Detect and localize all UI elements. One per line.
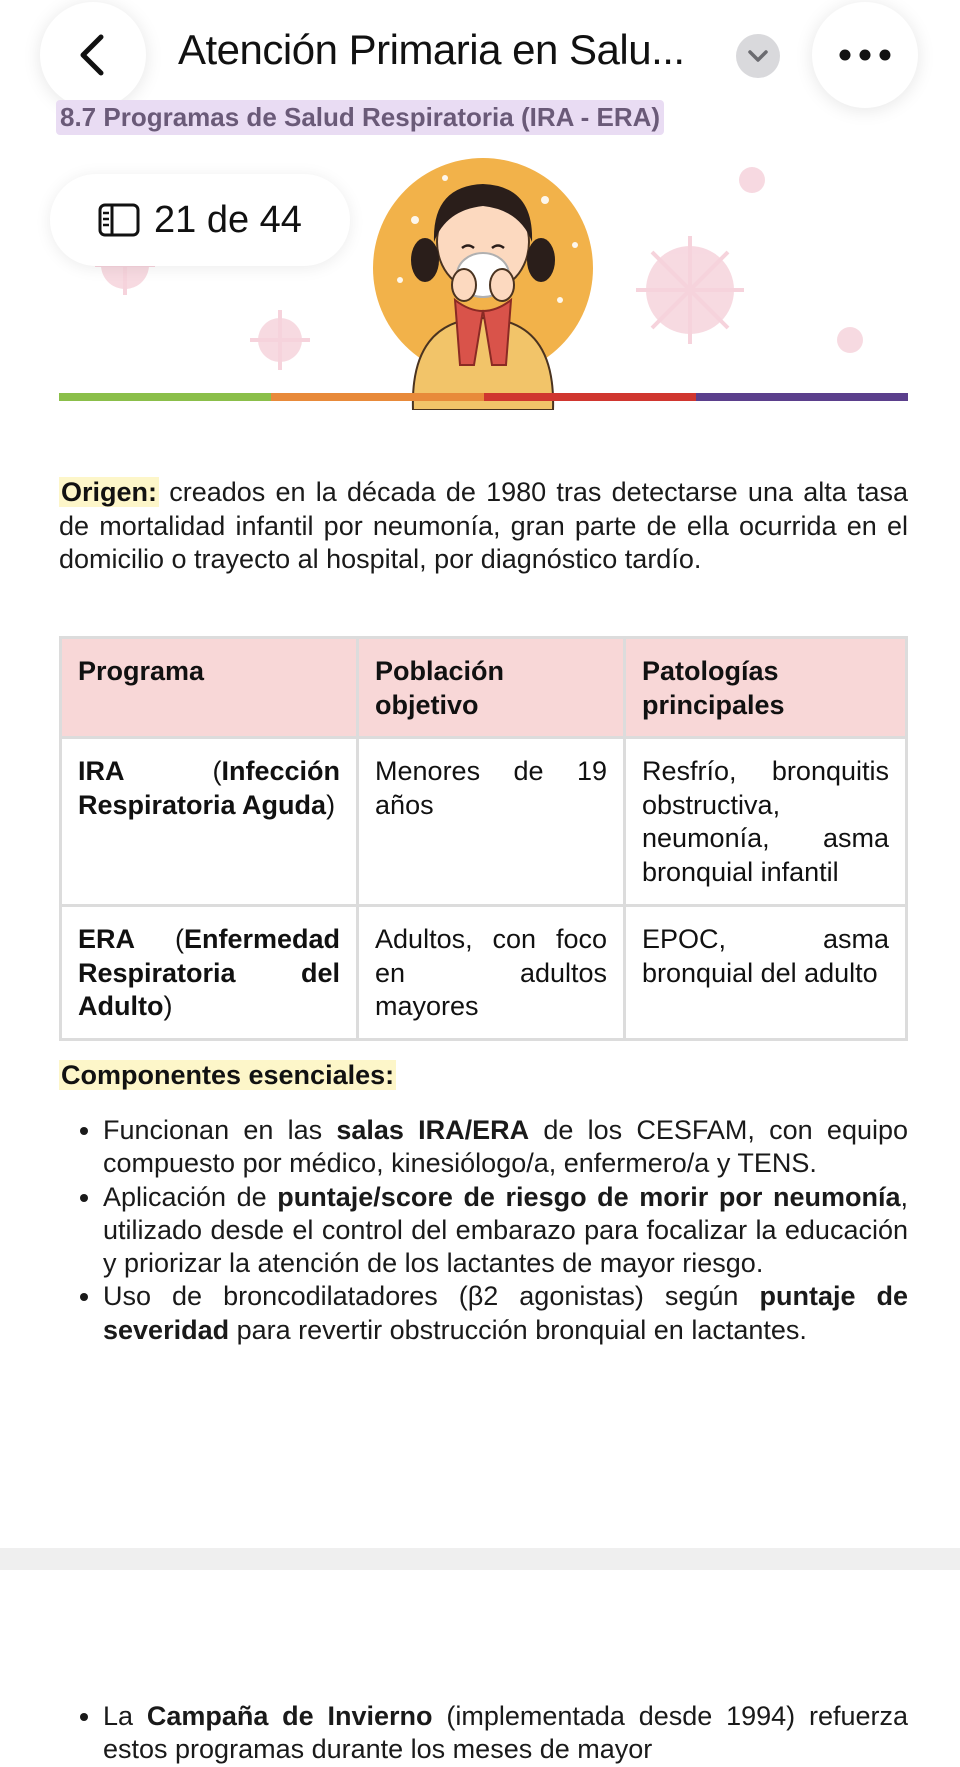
program-code: IRA (78, 756, 125, 786)
program-name: Enfermedad Respiratoria del Adulto (78, 924, 341, 1021)
list-item-bold: puntaje de severidad (103, 1281, 908, 1345)
list-item-text: (implementada desde 1994) refuerza estos programas durante los meses de mayor (103, 1701, 908, 1765)
back-button[interactable] (40, 2, 146, 108)
color-bar-segment (59, 393, 271, 401)
pathologies-cell: Resfrío, bronquitis obstructiva, neumonía, asma bronquial infantil (625, 738, 907, 906)
program-cell (61, 738, 358, 906)
page-counter-label: 21 de 44 (154, 198, 302, 241)
color-divider-bar (59, 393, 908, 401)
page-counter-pill[interactable] (50, 174, 350, 266)
hero-illustration-area (0, 150, 960, 410)
more-options-button[interactable] (812, 2, 918, 108)
list-item (103, 1181, 908, 1281)
list-item-text: Aplicación de (103, 1181, 278, 1212)
population-cell: Menores de 19 años (358, 738, 625, 906)
color-bar-segment (696, 393, 908, 401)
column-header: Población objetivo (358, 638, 625, 738)
components-heading (59, 1060, 908, 1091)
list-item-bold: Campaña de Invierno (146, 1701, 433, 1731)
page-separator (0, 1548, 960, 1570)
list-item-text: , utilizado desde el control del embarazo para focalizar la educación y priorizar la atención de los lactantes de mayor riesgo. (103, 1181, 908, 1279)
list-item-text: Funcionan en las (103, 1115, 337, 1145)
list-item-text: Uso de broncodilatadores (β2 agonistas) según (103, 1281, 760, 1312)
list-item (103, 1114, 908, 1181)
components-heading-label: Componentes esenciales: (61, 1060, 395, 1090)
program-name: Infección Respiratoria Aguda (78, 756, 341, 820)
list-item-text: La (103, 1701, 147, 1731)
document-title[interactable]: Atención Primaria en Salu... (178, 26, 685, 73)
book-open-icon (98, 203, 140, 237)
list-item-bold: puntaje/score de riesgo de morir por neumonía (277, 1181, 901, 1212)
color-bar-segment (271, 393, 483, 401)
origin-text: creados en la década de 1980 tras detectarse una alta tasa de mortalidad infantil por neumonía, gran parte de ella ocurrida en el domicilio o trayecto al hospital, por diagnóstico tardío. (59, 477, 908, 574)
next-page-list (59, 1700, 908, 1767)
program-cell (61, 906, 358, 1040)
column-header: Patologías principales (625, 638, 907, 738)
program-paren-close: ) (326, 789, 336, 820)
origin-label: Origen: (61, 477, 158, 507)
table-header-row (61, 638, 907, 738)
title-dropdown-button[interactable] (736, 34, 780, 78)
components-list (59, 1114, 908, 1347)
color-bar-segment (484, 393, 696, 401)
table-row (61, 738, 907, 906)
program-paren-open: ( (124, 756, 222, 786)
list-item-bold: salas IRA/ERA (336, 1115, 530, 1145)
more-horizontal-icon (839, 49, 891, 61)
program-code: ERA (78, 924, 136, 954)
origin-paragraph (59, 476, 908, 577)
chevron-left-icon (73, 31, 113, 79)
program-paren-open: ( (135, 924, 184, 954)
top-bar (0, 0, 960, 110)
column-header: Programa (61, 638, 358, 738)
section-heading: 8.7 Programas de Salud Respiratoria (IRA - ERA) (56, 100, 664, 135)
list-item-text: para revertir obstrucción bronquial en lactantes. (229, 1314, 807, 1345)
table-row (61, 906, 907, 1040)
programs-table (59, 636, 908, 1041)
pathologies-cell: EPOC, asma bronquial del adulto (625, 906, 907, 1040)
chevron-down-icon (747, 49, 769, 63)
list-item-text: de los CESFAM, con equipo compuesto por médico, kinesiólogo/a, enfermero/a y TENS. (103, 1115, 909, 1179)
population-cell: Adultos, con foco en adultos mayores (358, 906, 625, 1040)
list-item (103, 1280, 908, 1347)
program-paren-close: ) (163, 991, 173, 1021)
list-item (103, 1700, 908, 1767)
